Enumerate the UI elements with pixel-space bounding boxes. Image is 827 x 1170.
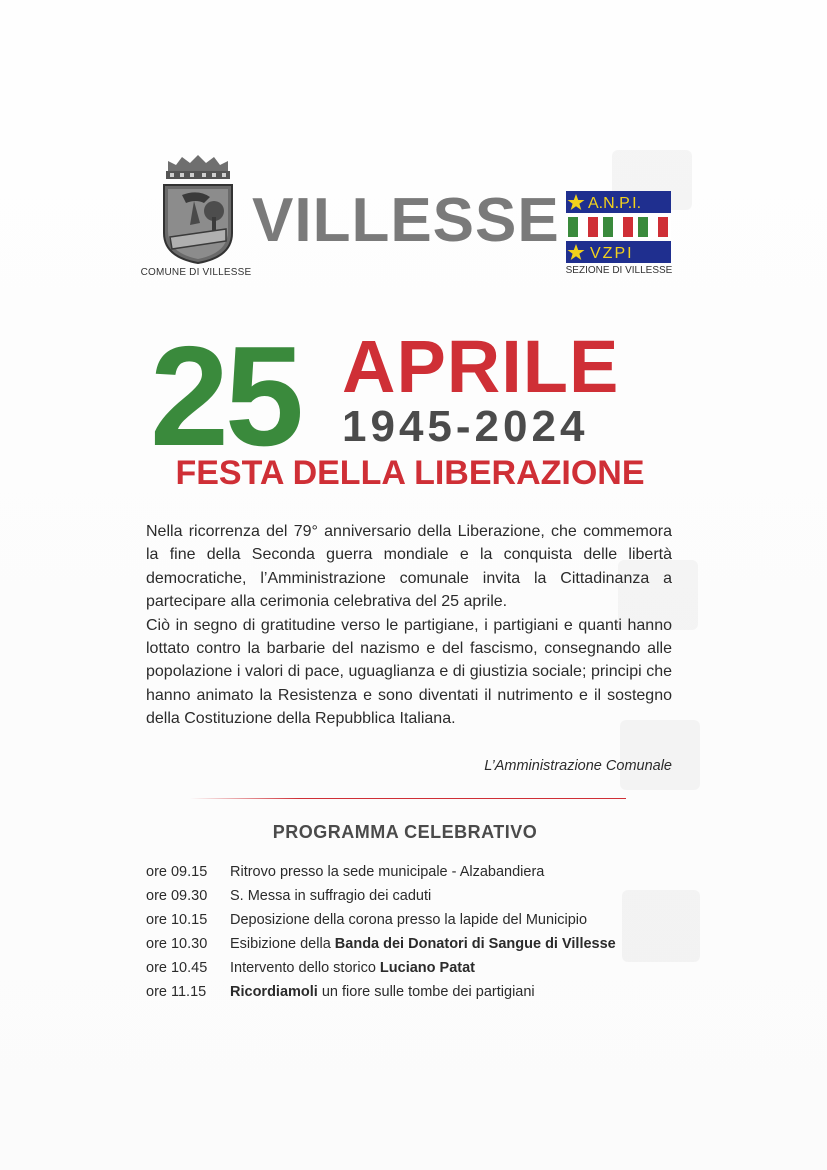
paragraph-intro: Nella ricorrenza del 79° anniversario della Liberazione, che commemora la fine della Seconda guerra mondiale e la conquista delle libertà democratiche, l’Amministrazione comunale invita la Cittadinanza a partecipare alla cerimonia celebrativa del 25 aprile. (146, 523, 672, 611)
signature: L’Amministrazione Comunale (484, 758, 672, 774)
big-day-number: 25 (150, 317, 300, 476)
item-bold-text: Ricordiamoli (230, 984, 318, 1000)
divider-line (190, 798, 626, 799)
programma-item (146, 908, 706, 932)
years-range: 1945-2024 (342, 402, 589, 451)
item-text: Esibizione della (230, 936, 335, 952)
programma-list (146, 860, 706, 1004)
month-title: APRILE (342, 325, 620, 408)
item-text: Ritrovo presso la sede municipale - Alzabandiera (230, 864, 545, 880)
item-time: ore 09.15 (146, 864, 208, 880)
item-time: ore 10.15 (146, 912, 208, 928)
town-name: VILLESSE (252, 186, 560, 255)
item-bold-text: Banda dei Donatori di Sangue di Villesse (334, 936, 616, 952)
comune-label: COMUNE DI VILLESSE (140, 267, 252, 278)
programma-title: PROGRAMMA CELEBRATIVO (272, 822, 538, 842)
municipal-crest-icon (160, 155, 236, 265)
announcement-text (146, 520, 672, 731)
programma-item (146, 980, 706, 1004)
item-text: un fiore sulle tombe dei partigiani (317, 984, 535, 1000)
item-time: ore 09.30 (146, 888, 208, 904)
item-time: ore 11.15 (146, 984, 207, 1000)
vzpi-text: VZPI (590, 245, 634, 262)
tricolore-stripes (566, 215, 671, 239)
programma-item (146, 956, 706, 980)
programma-item (146, 860, 706, 884)
item-text: Deposizione della corona presso la lapide del Municipio (230, 912, 588, 928)
paragraph-gratitude: Ciò in segno di gratitudine verso le partigiane, i partigiani e quanti hanno lottato contro la barbarie del nazismo e del fascismo, consegnando alle popolazione i valori di pace, uguaglianza e di giustizia sociale; principi che hanno animato la Resistenza e sono diventati il nutrimento e il sostegno della Costituzione della Repubblica Italiana. (146, 616, 672, 728)
festa-subtitle: FESTA DELLA LIBERAZIONE (175, 454, 645, 492)
item-time: ore 10.45 (146, 960, 208, 976)
programma-item (146, 884, 706, 908)
item-text: Intervento dello storico (230, 960, 380, 976)
programma-item (146, 932, 706, 956)
anpi-logo (566, 191, 671, 263)
item-bold-text: Luciano Patat (379, 960, 475, 976)
item-time: ore 10.30 (146, 936, 208, 952)
item-text: S. Messa in suffragio dei caduti (230, 888, 432, 904)
anpi-section-label: SEZIONE DI VILLESSE (565, 265, 673, 276)
anpi-text: A.N.P.I. (588, 195, 642, 212)
